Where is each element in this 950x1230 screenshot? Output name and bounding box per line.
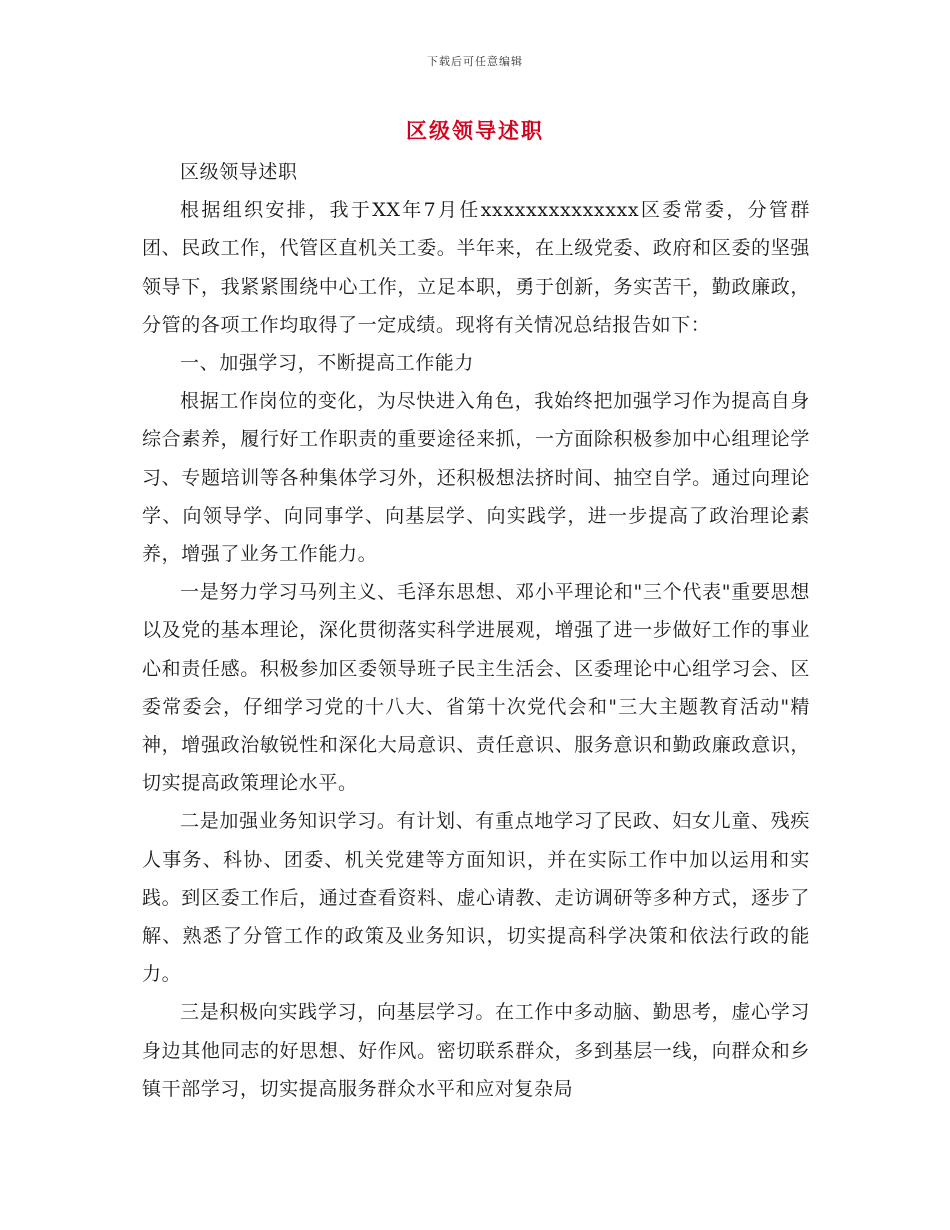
paragraph-point-3: 三是积极向实践学习，向基层学习。在工作中多动脑、勤思考，虚心学习身边其他同志的好思想、好作风。密切联系群众，多到基层一线，向群众和乡镇干部学习，切实提高服务群众水平和应对复杂局 xyxy=(142,1001,810,1100)
paragraph-intro: 根据组织安排，我于XX年7月任xxxxxxxxxxxxxx区委常委，分管群团、民政工作，代管区直机关工委。半年来，在上级党委、政府和区委的坚强领导下，我紧紧围绕中心工作，立足本职，勇于创新，务实苦干，勤政廉政，分管的各项工作均取得了一定成绩。现将有关情况总结报告如下： xyxy=(142,199,810,336)
document-body xyxy=(142,153,810,1108)
section-heading-1: 一、加强学习，不断提高工作能力 xyxy=(180,352,475,375)
paragraph-point-1: 一是努力学习马列主义、毛泽东思想、邓小平理论和"三个代表"重要思想以及党的基本理论，深化贯彻落实科学进展观，增强了进一步做好工作的事业心和责任感。积极参加区委领导班子民主生活会、区委理论中心组学习会、区委常委会，仔细学习党的十八大、省第十次党代会和"三大主题教育活动"精神，增强政治敏锐性和深化大局意识、责任意识、服务意识和勤政廉政意识，切实提高政策理论水平。 xyxy=(142,581,810,795)
page-header-note: 下载后可任意编辑 xyxy=(427,55,523,68)
paragraph-point-2: 二是加强业务知识学习。有计划、有重点地学习了民政、妇女儿童、残疾人事务、科协、团委、机关党建等方面知识，并在实际工作中加以运用和实践。到区委工作后，通过查看资料、虚心请教、走访调研等多种方式，逐步了解、熟悉了分管工作的政策及业务知识，切实提高科学决策和依法行政的能力。 xyxy=(142,810,810,986)
paragraph-subtitle: 区级领导述职 xyxy=(180,161,298,183)
paragraph-study: 根据工作岗位的变化，为尽快进入角色，我始终把加强学习作为提高自身综合素养，履行好工作职责的重要途径来抓，一方面除积极参加中心组理论学习、专题培训等各种集体学习外，还积极想法挤时间、抽空自学。通过向理论学、向领导学、向同事学、向基层学、向实践学，进一步提高了政治理论素养，增强了业务工作能力。 xyxy=(142,390,810,566)
document-title: 区级领导述职 xyxy=(406,119,544,143)
